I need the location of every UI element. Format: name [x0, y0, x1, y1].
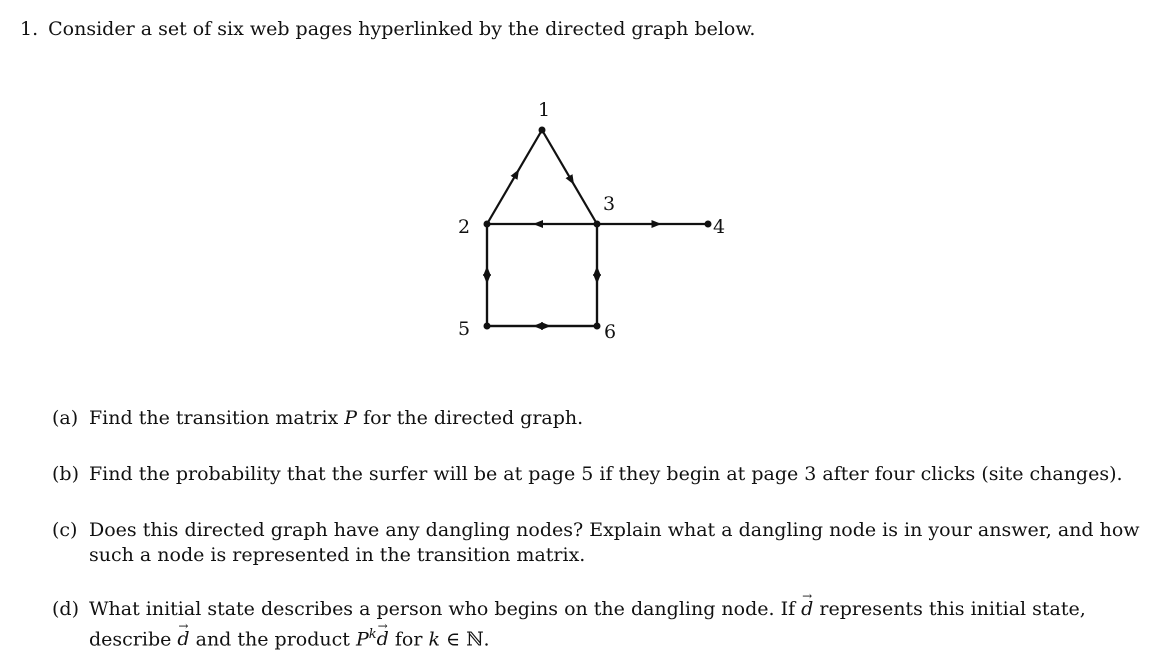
part-c-tag: (c): [52, 519, 78, 541]
node-6: [594, 323, 601, 330]
question-text: Consider a set of six web pages hyperlinked by the directed graph below.: [48, 18, 756, 40]
node-2: [484, 221, 491, 228]
node-label-1: 1: [538, 99, 551, 121]
node-1: [539, 127, 546, 134]
edge-1-to-3: [542, 130, 597, 224]
part-a-text: Find the transition matrix P for the directed graph.: [89, 407, 584, 429]
vector-d: d →: [801, 597, 813, 622]
part-d-text: What initial state describes a person who begins on the dangling node. If d → represents this initial state, describe d → and the product $P^kd$ → for k ∈ ℕ.: [52, 597, 1157, 652]
node-label-4: 4: [713, 216, 726, 238]
part-a-tag: (a): [52, 407, 79, 429]
part-b-text: Find the probability that the surfer will be at page 5 if they begin at page 3 after four clicks (site changes).: [89, 463, 1123, 485]
part-c-text: Does this directed graph have any dangling nodes? Explain what a dangling node is in your answer, and how such a node is represented in the transition matrix.: [89, 519, 1140, 566]
node-label-6: 6: [604, 321, 617, 343]
node-label-2: 2: [458, 216, 471, 238]
node-label-3: 3: [603, 193, 616, 215]
node-3: [594, 221, 601, 228]
question-number: 1.: [20, 18, 39, 40]
part-d-tag: (d): [52, 598, 79, 620]
node-5: [484, 323, 491, 330]
part-b: [52, 462, 1157, 487]
node-label-5: 5: [458, 318, 471, 340]
edge-2-to-1: [487, 130, 542, 224]
part-d: [52, 597, 1157, 652]
vector-d: d →: [377, 627, 389, 652]
vector-d: d →: [177, 627, 189, 652]
part-b-tag: (b): [52, 463, 79, 485]
part-c: [52, 518, 1157, 568]
part-a: [52, 406, 1157, 431]
node-4: [705, 221, 712, 228]
